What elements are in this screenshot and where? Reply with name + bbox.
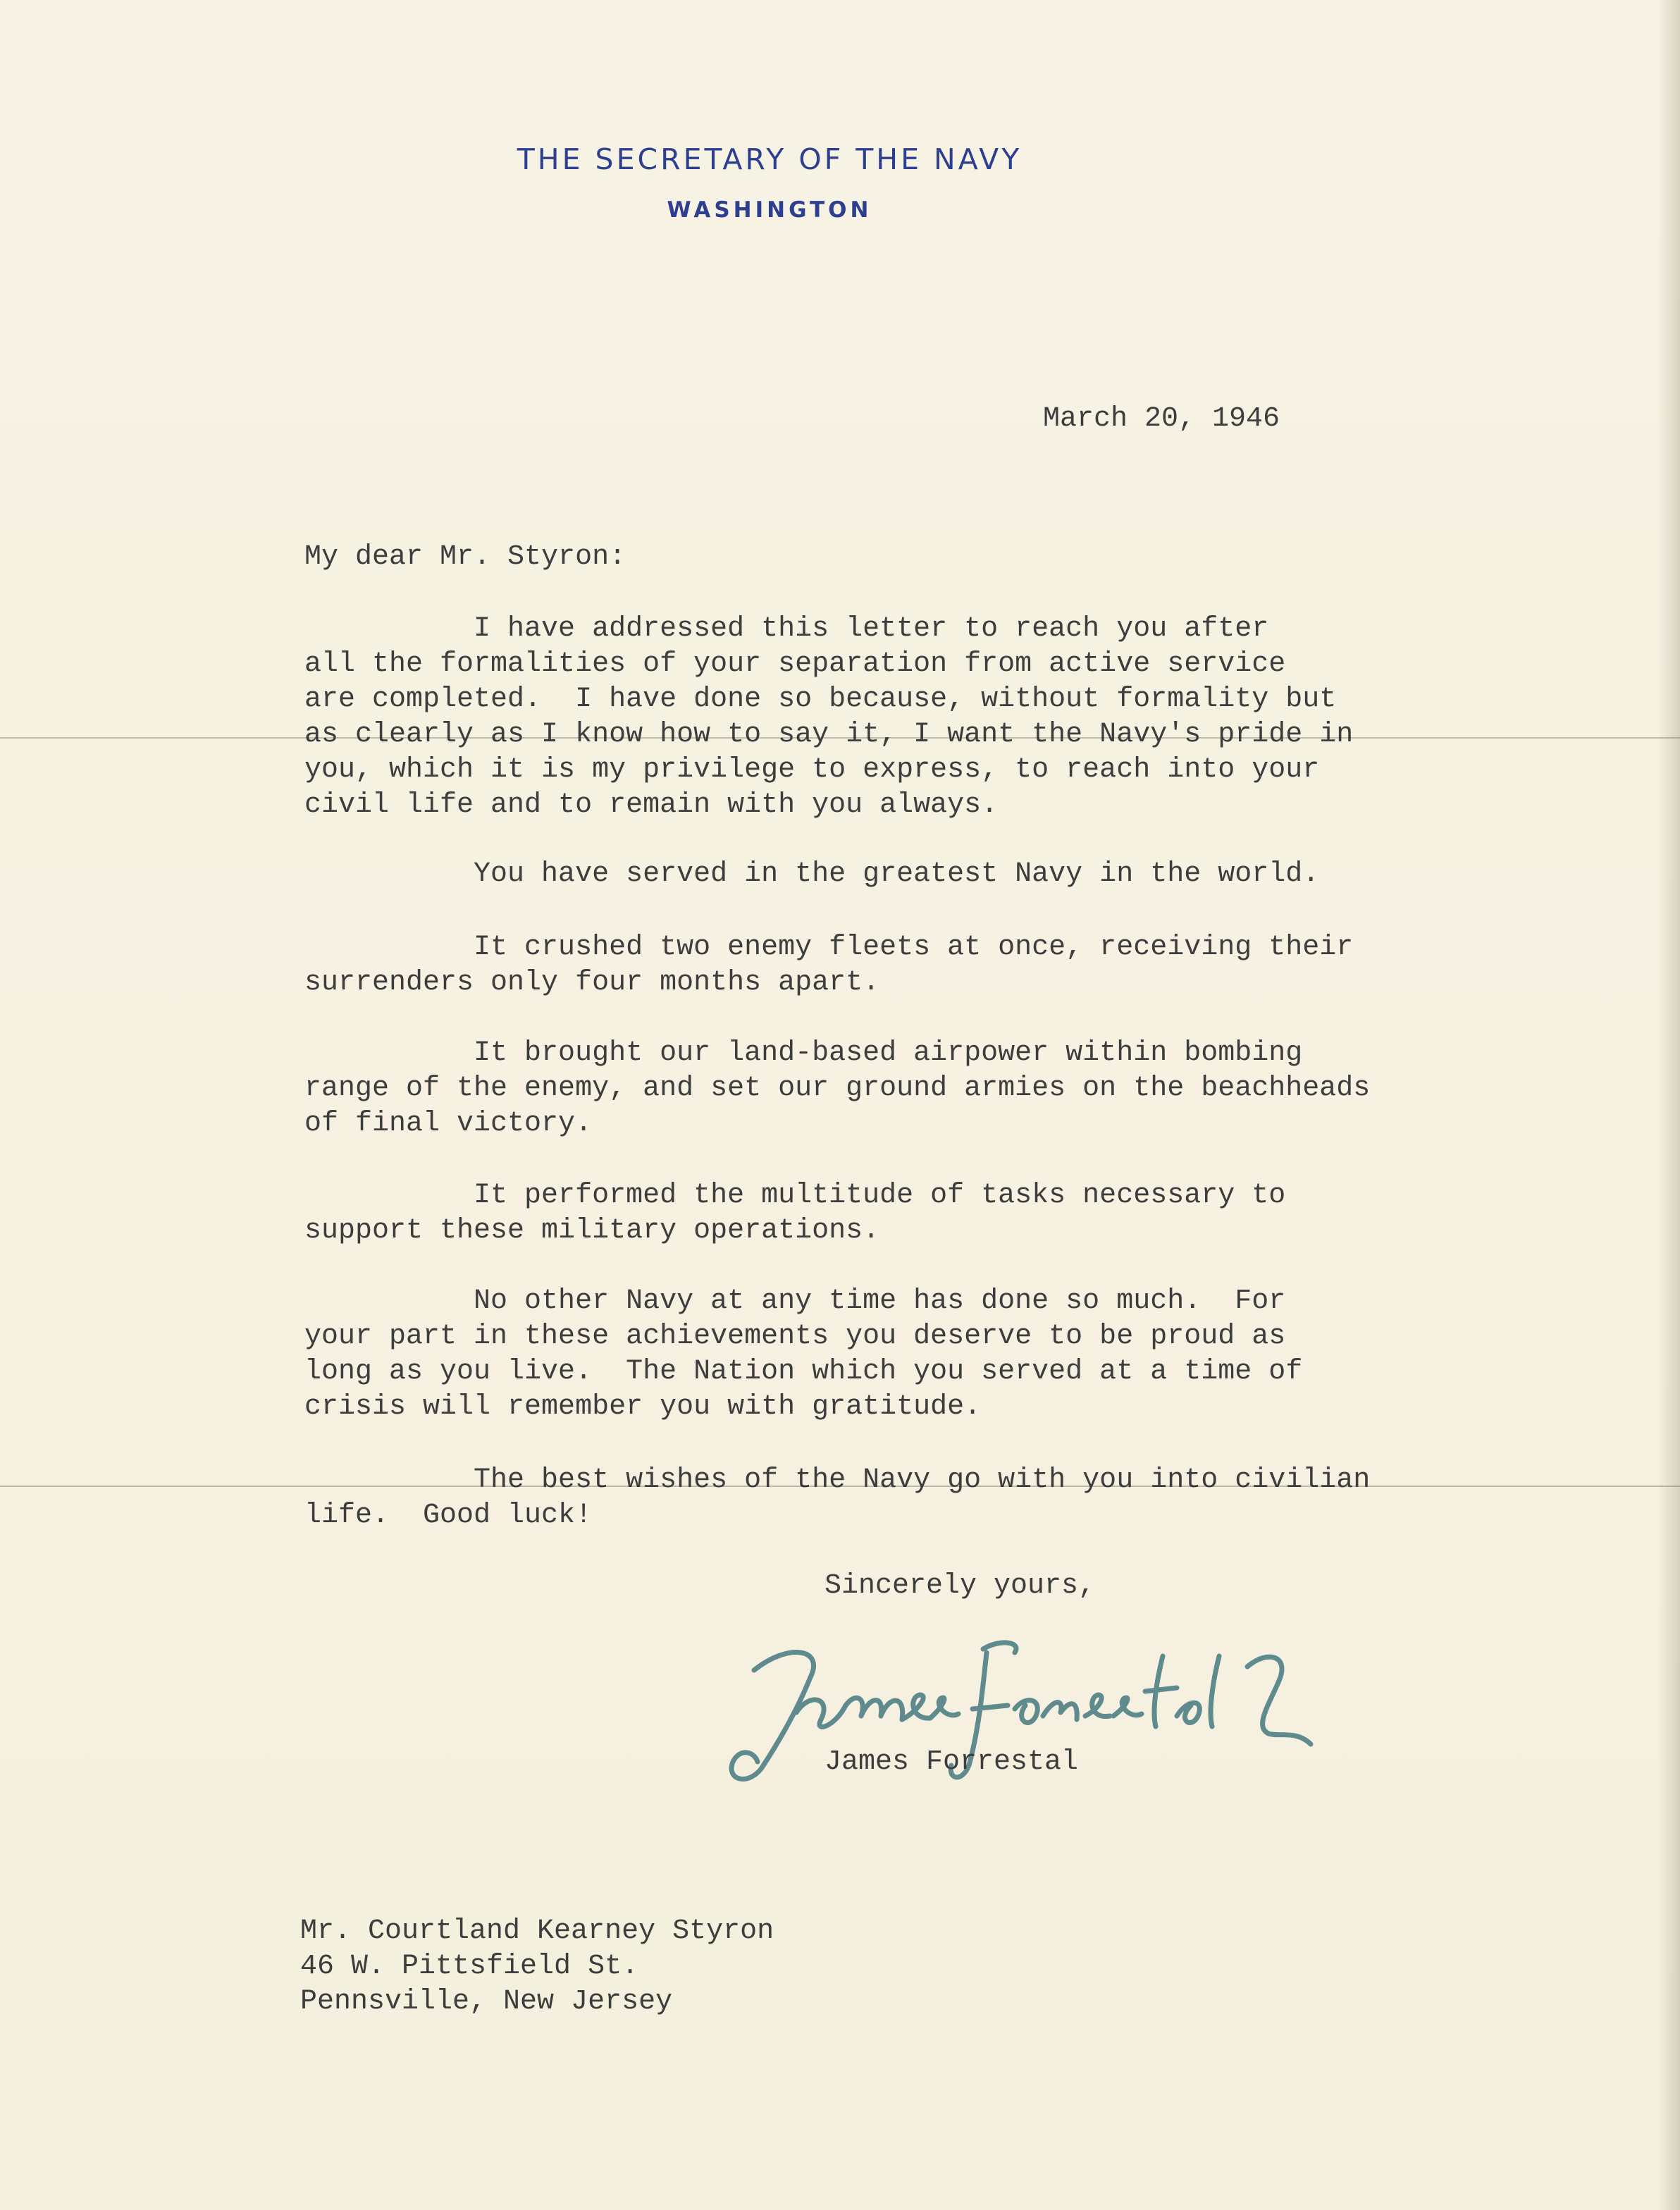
body-paragraph: It brought our land-based airpower within bombing range of the enemy, and set our ground armies on the beachheads of final victory. <box>304 1037 1371 1140</box>
body-paragraph: It crushed two enemy fleets at once, receiving their surrenders only four months apart. <box>304 932 1354 999</box>
body-paragraph: No other Navy at any time has done so much. For your part in these achievements you deserve to be proud as long as you live. The Nation which you served at a time of crisis will remember you with gratitude. <box>304 1285 1303 1423</box>
recipient-address-line: Mr. Courtland Kearney Styron <box>300 1915 774 1947</box>
letterhead-city: WASHINGTON <box>667 197 872 223</box>
body-paragraph: The best wishes of the Navy go with you into civilian life. Good luck! <box>304 1464 1371 1531</box>
recipient-address-line: Pennsville, New Jersey <box>300 1986 673 2018</box>
complimentary-closing: Sincerely yours, <box>824 1570 1096 1602</box>
body-paragraph: It performed the multitude of tasks necessary to support these military operations. <box>304 1180 1286 1247</box>
salutation: My dear Mr. Styron: <box>304 541 626 573</box>
body-paragraph: You have served in the greatest Navy in the world. <box>304 858 1320 890</box>
recipient-address-line: 46 W. Pittsfield St. <box>300 1951 639 1982</box>
signer-name: James Forrestal <box>824 1746 1079 1778</box>
paper-edge-shadow <box>1657 0 1680 2210</box>
letter-date: March 20, 1946 <box>1043 403 1280 435</box>
body-paragraph: I have addressed this letter to reach you after all the formalities of your separation from active service are completed. I have done so because, without formality but as clearly as I know how to say it, I want the Navy's pride in you, which it is my privilege to express, to reach into your civil life and to remain with you always. <box>304 613 1354 821</box>
letterhead-title: THE SECRETARY OF THE NAVY <box>517 142 1023 176</box>
